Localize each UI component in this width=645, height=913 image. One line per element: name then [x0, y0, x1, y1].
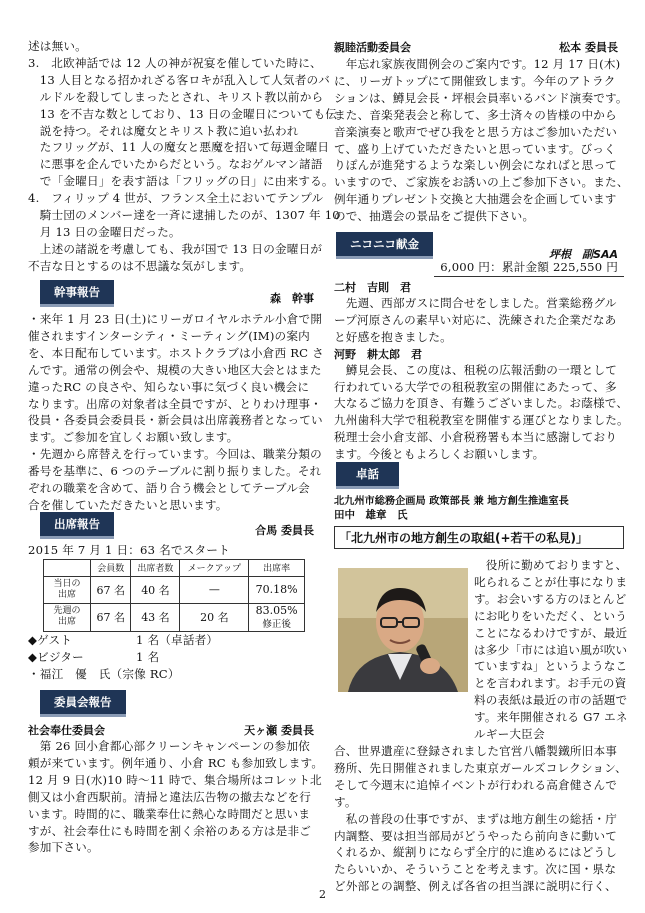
attendance-rate-value: 83.05% — [255, 603, 298, 617]
committee-section — [28, 690, 324, 856]
takuwa-side-line: 料の表紙は最近の市の話題で — [474, 693, 628, 708]
attendance-col-0 — [44, 559, 91, 576]
takuwa-side-line: 叱られることが仕事になりま — [474, 574, 628, 589]
takuwa-side-line: は多少「市には追い風が吹い — [474, 642, 628, 657]
shinboku-title: 親睦活動委員会 — [334, 41, 411, 54]
takuwa-side-line: とを言われます。お手元の資 — [474, 676, 627, 691]
committee-byline: 天ヶ瀬 委員長 — [244, 724, 314, 737]
intro-line: 説を持つ。それは魔女とキリスト教に追い払われ — [28, 123, 299, 138]
kanji-body — [28, 311, 324, 514]
shinboku-line: また、音楽発表会と称して、多士済々の皆様の中から — [334, 107, 617, 122]
kanji-line: 役員・各委員会委員長・新会員は出席義務者となってい — [28, 413, 323, 428]
shinboku-line: りぽんが進発するような楽しい例会になればと思って — [334, 158, 618, 173]
attendance-cell-present: 40 名 — [131, 576, 180, 603]
attendance-section — [28, 512, 320, 683]
speaker-line1: 北九州市総務企画局 政策部長 兼 地方創生推進室長 — [334, 496, 569, 507]
attendance-rate-note: 修正後 — [262, 618, 291, 630]
committee-subtitle: 社会奉仕委員会 — [28, 724, 105, 737]
committee-line: 12 月 9 日(水)10 時～11 時で、集合場所はコレット北 — [28, 772, 322, 787]
shinboku-line: ションは、鱒見会長・坪根会員率いるバンド演奏です。 — [334, 90, 628, 105]
kanji-section — [28, 280, 324, 514]
attendance-cell-members: 67 名 — [91, 576, 131, 603]
kanji-line: なります。出席の対象者は全員ですが、とりわけ理事・ — [28, 396, 322, 411]
niconico-line: 大なるご協力を頂き、有難うございました。お蔭様で、 — [334, 396, 629, 411]
niconico-person1-name: 二村 吉則 君 — [334, 280, 411, 294]
committee-body — [28, 738, 324, 856]
intro-line: 4. フィリップ 4 世が、フランス全土においてテンプル — [28, 191, 324, 206]
niconico-person1-message — [334, 295, 624, 346]
niconico-section — [334, 232, 629, 463]
takuwa-header: 卓話 — [336, 462, 399, 489]
visitor-name: ・福江 優 氏（宗像 RC） — [28, 666, 180, 681]
shinboku-line: ので、抽選会の景品をご提供下さい。 — [334, 209, 535, 224]
kanji-line: 合を催していただきたいと思います。 — [28, 497, 228, 512]
attendance-col-present: 出席者数 — [131, 559, 180, 576]
niconico-line: ープ河原さんの素早い対応に、洗練された企業だなあ — [334, 312, 617, 327]
kanji-line: ます。ご参加を宜しくお願い致します。 — [28, 430, 239, 445]
intro-line: 不吉な日とするのは不思議な気がします。 — [28, 258, 252, 273]
takuwa-side-line: ていますね」というようなこ — [474, 659, 628, 674]
kanji-header: 幹事報告 — [40, 280, 114, 307]
kanji-line: 催されますインターシティ・ミーティング(IM)の案内 — [28, 328, 310, 343]
attendance-col-members: 会員数 — [91, 559, 131, 576]
attendance-header: 出席報告 — [40, 512, 114, 539]
intro-line: 13 を不吉な数としており、13 日の金曜日についても伝 — [28, 106, 338, 121]
takuwa-side-line: す。来年開催される G7 エネ — [474, 710, 628, 725]
kanji-line: ・来年 1 月 23 日(土)にリーガロイヤルホテル小倉で開 — [28, 312, 323, 326]
attendance-table — [43, 559, 305, 632]
committee-header: 委員会報告 — [40, 690, 126, 717]
attendance-col-rate: 出席率 — [249, 559, 305, 576]
takuwa-side-line: にお叱りをいただく、という — [474, 608, 628, 623]
committee-line: 側又は小倉西駅前。清掃と違法広告物の撤去などを行 — [28, 789, 312, 804]
committee-title-row — [28, 720, 320, 738]
intro-line: たフリッグが、11 人の魔女と悪魔を招いて毎週金曜日 — [28, 140, 330, 155]
takuwa-line: 私の普段の仕事ですが、まずは地方創生の総括・庁 — [334, 811, 618, 826]
attendance-row-label: 先週の 出席 — [44, 603, 91, 631]
takuwa-line: 務所、先日開催されました東京ガールズコレクション、 — [334, 760, 627, 775]
attendance-cell-rate — [249, 603, 305, 631]
shinboku-line: に、リーガトップにて開催致します。今年のアトラク — [334, 73, 616, 88]
attendance-col-makeup: メークアップ — [180, 559, 249, 576]
attendance-cell-makeup: — — [180, 576, 249, 603]
speaker-photo — [338, 568, 468, 692]
committee-line: います。時間的に、職業奉仕に熱心な時間だと思いま — [28, 806, 311, 821]
attendance-cell-rate: 70.18% — [249, 576, 305, 603]
visitor-line — [28, 649, 320, 666]
intro-text — [28, 38, 340, 275]
takuwa-side-line: す。お会いする方のほとんど — [474, 591, 627, 606]
niconico-byline: 坪根 副SAA — [549, 248, 618, 261]
speaker-line2: 田中 雄章 氏 — [334, 509, 408, 521]
takuwa-line: ど外部との調整、例えば各省の担当課に説明に行く、 — [334, 879, 617, 894]
niconico-person2-message — [334, 362, 629, 463]
takuwa-line: 内調整、要は担当部局がどうやったら前向きに動いて — [334, 828, 618, 843]
takuwa-line: そして今週末に追悼イベントが行われる高倉健さんで — [334, 777, 618, 792]
niconico-person2-name: 河野 耕太郎 君 — [334, 347, 422, 361]
shinboku-byline: 松本 委員長 — [559, 41, 618, 54]
intro-line: で「金曜日」を表す語は「フリッグの日」に由来する。 — [28, 174, 334, 189]
attendance-start-line: 2015 年 7 月 1 日：63 名でスタート — [28, 543, 230, 557]
shinboku-line: 例年通りプレゼント交換と大抽選会を企画しています — [334, 192, 617, 207]
kanji-line: ・先週から席替えを行っています。今回は、職業分類の — [28, 447, 322, 462]
niconico-line: 税理士会小倉支部、小倉税務署も本当に感謝しており — [334, 430, 618, 445]
niconico-amount: 6,000 円 — [440, 260, 491, 274]
intro-line: 13 人目となる招かれざる客ロキが乱入して人気者のバ — [28, 72, 331, 87]
takuwa-line: たらいいか、そういうことを考えます。次に国・県な — [334, 862, 617, 877]
page-number: 2 — [319, 888, 326, 901]
takuwa-body — [334, 743, 627, 895]
takuwa-side-line: 役所に勤めておりますと、 — [474, 558, 628, 572]
kanji-line: ぞれの職業を含めて、語り合う機会としてテーブル会 — [28, 481, 310, 496]
committee-line: 参加下さい。 — [28, 840, 99, 855]
shinboku-section — [334, 38, 629, 225]
niconico-line: 先週、西部ガスに問合せをしました。営業総務グル — [334, 295, 617, 310]
intro-line: 上述の諸説を考慮しても、我が国で 13 日の金曜日が — [28, 241, 323, 256]
kanji-line: を、本日配布しています。ホストクラブは小倉西 RC さ — [28, 345, 324, 360]
shinboku-line: て、盛り上げていただきたいと思っています。びっく — [334, 141, 616, 156]
guest-value: 1 名（卓話者） — [136, 632, 219, 647]
guest-label: ◆ゲスト — [28, 632, 73, 647]
speaker-portrait-icon — [338, 568, 468, 692]
kanji-byline: 森 幹事 — [270, 292, 314, 305]
takuwa-line: くれるか、縦割りにならず全庁的に進めるにはどうし — [334, 845, 618, 860]
takuwa-side-text — [474, 557, 628, 743]
niconico-line: 行われている大学での租税教室の開催にあたって、多 — [334, 379, 617, 394]
attendance-row-lastweek — [44, 603, 305, 631]
niconico-total: ：累計金額 225,550 円 — [490, 260, 618, 274]
attendance-row-today — [44, 576, 305, 603]
attendance-header-row — [44, 559, 305, 576]
kanji-line: 違ったRC の良さや、知らない事に気づく良い機会に — [28, 379, 310, 394]
kanji-line: 番号を基準に、6 つのテーブルに割り振りました。それ — [28, 464, 322, 479]
visitor-value: 1 名 — [136, 649, 160, 664]
intro-line: 月 13 日の金曜日だった。 — [28, 224, 181, 239]
niconico-header: ニコニコ献金 — [336, 232, 433, 259]
intro-line: に悪事を企んでいたからだという。なおゲルマン諸語 — [28, 157, 323, 172]
kanji-line: んです。通常の例会や、規模の大きい地区大会とはまた — [28, 362, 322, 377]
shinboku-body — [334, 56, 629, 225]
attendance-byline: 合馬 委員長 — [255, 524, 314, 537]
takuwa-side-line: ことになるわけですが、最近 — [474, 625, 628, 640]
visitor-label: ◆ビジター — [28, 649, 84, 664]
attendance-cell-present: 43 名 — [131, 603, 180, 631]
committee-line: 第 26 回小倉都心部クリーンキャンペーンの参加依 — [28, 739, 310, 753]
intro-line: ルドルを殺してしまったとされ、キリスト教以前から — [28, 89, 324, 104]
niconico-line: 九州歯科大学で租税教室を開催する運びとなりました。 — [334, 413, 629, 428]
committee-line: 頼が来ています。例年通り、小倉 RC も参加致します。 — [28, 755, 324, 770]
takuwa-line: す。 — [334, 794, 357, 809]
niconico-line: 鱒見会長、この度は、租税の広報活動の一環として — [334, 362, 618, 377]
committee-line: すが、社会奉仕にも時間を割く余裕のある方は是非ご — [28, 823, 312, 838]
attendance-row-label: 当日の 出席 — [44, 576, 91, 603]
intro-line: 3. 北欧神話では 12 人の神が祝宴を催していた時に、 — [28, 55, 322, 70]
shinboku-line: 年忘れ家族夜間例会のご案内です。12 月 17 日(木) — [334, 57, 621, 71]
niconico-line: ます。今後ともよろしくお願いします。 — [334, 447, 545, 462]
shinboku-line: いますので、ご家族をお誘いの上ご参加下さい。また、 — [334, 175, 629, 190]
takuwa-title: 「北九州市の地方創生の取組(+若干の私見)」 — [334, 526, 624, 549]
attendance-cell-members: 67 名 — [91, 603, 131, 631]
shinboku-title-row — [334, 38, 624, 56]
intro-line: 述は無い。 — [28, 39, 87, 53]
guest-line — [28, 632, 320, 649]
takuwa-side-line: ルギー大臣会 — [474, 727, 545, 742]
intro-line: 騎士団のメンバー達を一斉に逮捕したのが、1307 年 10 — [28, 208, 340, 223]
takuwa-line: 合、世界遺産に登録されました官営八幡製鐵所旧本事 — [334, 743, 618, 758]
attendance-cell-makeup: 20 名 — [180, 603, 249, 631]
shinboku-line: 音楽演奏と歌声でぜひ我をと思う方はご参加いただい — [334, 124, 618, 139]
niconico-line: と好感を抱きました。 — [334, 329, 452, 344]
